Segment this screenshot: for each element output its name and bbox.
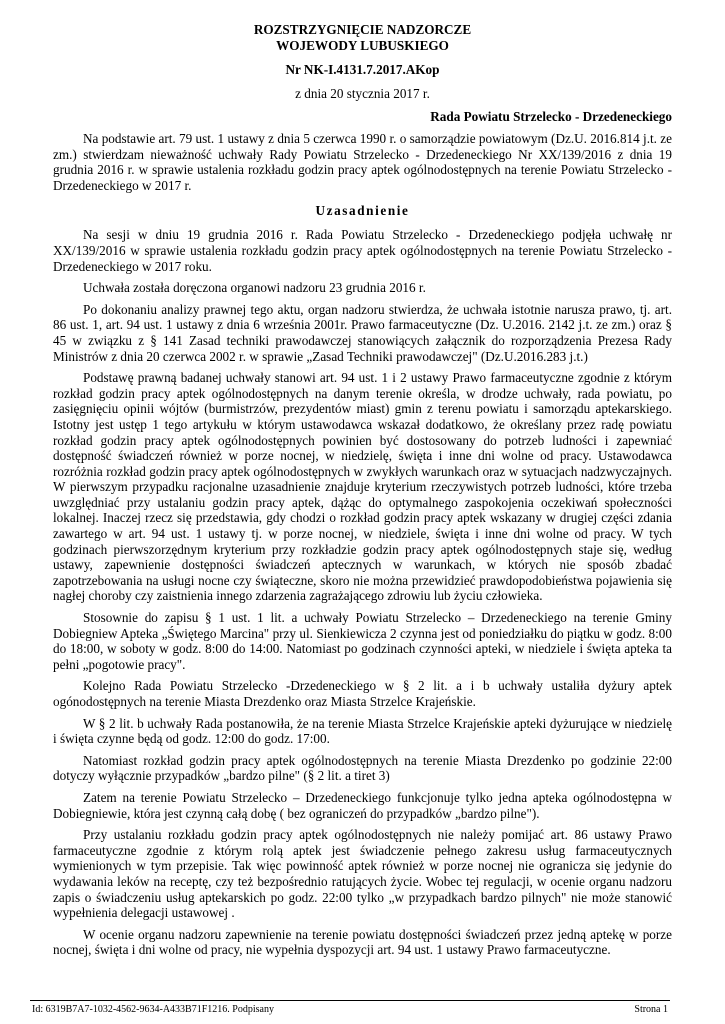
document-page <box>53 22 672 958</box>
paragraph-10: Przy ustalaniu rozkładu godzin pracy aptek ogólnodostępnych nie należy pomijać art. 86 ustawy Prawo farmaceutyczne zgodnie z którym rolą aptek jest świadczenie pełnego zakresu usług farmaceutycznych wymienionych w tym przepisie. Tak więc powinność aptek również w porze nocnej nie ogranicza się jedynie do wydawania leków na receptę, czy też bezpośrednio ratujących życie. Wobec tej regulacji, w ocenie organu nadzoru zapis o świadczeniu usług aptekarskich po godz. 22:00 tylko „w przypadkach bardzo pilnych" nie może stanowić wypełnienia delegacji ustawowej . <box>53 827 672 921</box>
paragraph-9: Zatem na terenie Powiatu Strzelecko – Drzedeneckiego funkcjonuje tylko jedna apteka ogólnodostępna w Dobiegniewie, która jest czynną całą dobę ( bez ograniczeń do przypadków „bardzo pilne"). <box>53 789 672 821</box>
page-footer <box>32 1004 668 1015</box>
document-id: Id: 6319B7A7-1032-4562-9634-A433B71F1216. Podpisany <box>32 1004 274 1015</box>
document-date: z dnia 20 stycznia 2017 r. <box>295 86 430 101</box>
paragraph-7: W § 2 lit. b uchwały Rada postanowiła, że na terenie Miasta Strzelce Krajeńskie apteki dyżurujące w niedzielę i święta czynne będą od godz. 12:00 do godz. 17:00. <box>53 715 672 747</box>
paragraph-8: Natomiast rozkład godzin pracy aptek ogólnodostępnych na terenie Miasta Drezdenko po godzinie 22:00 dotyczy wyłącznie przypadków „bardzo pilne" (§ 2 lit. a tiret 3) <box>53 752 672 784</box>
addressee: Rada Powiatu Strzelecko - Drzedeneckiego <box>430 109 672 124</box>
decision-paragraph: Na podstawie art. 79 ust. 1 ustawy z dnia 5 czerwca 1990 r. o samorządzie powiatowym (Dz.U. 2016.814 j.t. ze zm.) stwierdzam nieważność uchwały Rady Powiatu Strzelecko - Drzedeneckiego Nr XX/139/2016 z dnia 19 grudnia 2016 r. w sprawie ustalenia rozkładu godzin pracy aptek ogólnodostępnych na terenie Powiatu Strzelecko -Drzedeneckiego w 2017 r. <box>53 131 672 193</box>
paragraph-3: Po dokonaniu analizy prawnej tego aktu, organ nadzoru stwierdza, że uchwała istotnie narusza prawo, tj. art. 86 ust. 1, art. 94 ust. 1 ustawy z dnia 6 września 2001r. Prawo farmaceutyczne (Dz. U.2016. 2142 j.t. ze zm.) oraz § 45 w związku z § 141 Zasad techniki prawodawczej stanowiących załącznik do rozporządzenia Prezesa Rady Ministrów z dnia 20 czerwca 2002 r. w sprawie „Zasad Techniki prawodawczej" (Dz.U.2016.283 j.t.) <box>53 301 672 364</box>
paragraph-2: Uchwała została doręczona organowi nadzoru 23 grudnia 2016 r. <box>83 280 426 296</box>
justification-heading: Uzasadnienie <box>315 203 410 219</box>
document-number: Nr NK-I.4131.7.2017.AKop <box>285 62 440 77</box>
paragraph-1: Na sesji w dniu 19 grudnia 2016 r. Rada Powiatu Strzelecko - Drzedeneckiego podjęła uchwałę nr XX/139/2016 w sprawie ustalenia rozkładu godzin pracy aptek ogólnodostępnych na terenie Powiatu Strzelecko - Drzedeneckiego w 2017 roku. <box>53 227 672 274</box>
paragraph-5: Stosownie do zapisu § 1 ust. 1 lit. a uchwały Powiatu Strzelecko – Drzedeneckiego na terenie Gminy Dobiegniew Apteka „Świętego Marcina" przy ul. Sienkiewicza 2 czynna jest od poniedziałku do piątku w godz. 8:00 do 18:00, w soboty w godz. 8:00 do 14:00. Natomiast po godzinach czynności apteki, w niedziele i święta apteka ta pełni „pogotowie pracy". <box>53 610 672 672</box>
paragraph-11: W ocenie organu nadzoru zapewnienie na terenie powiatu dostępności świadczeń przez jedną aptekę w porze nocnej, święta i dni wolne od pracy, nie wypełnia dyspozycji art. 94 ust. 1 ustawy Prawo farmaceutyczne. <box>53 926 672 958</box>
paragraph-6: Kolejno Rada Powiatu Strzelecko -Drzedeneckiego w § 2 lit. a i b uchwały ustaliła dyżury aptek ogónodostępnych na terenie Miasta Drezdenko oraz Miasta Strzelce Krajeńskie. <box>53 678 672 709</box>
footer-divider <box>30 1000 670 1001</box>
paragraph-4: Podstawę prawną badanej uchwały stanowi art. 94 ust. 1 i 2 ustawy Prawo farmaceutyczne zgodnie z którym rozkład godzin pracy aptek ogólnodostępnych na danym terenie określa, w drodze uchwały, rada powiatu, po zasięgnięciu opinii wójtów (burmistrzów, prezydentów miast) gmin z terenu powiatu i samorządu aptekarskiego. Istotny jest ustęp 1 tego artykułu w którym ustawodawca wskazał dodatkowo, że określany przez radę powiatu rozkład godzin pracy aptek ogólnodostępnych powinien być dostosowany do potrzeb ludności i zapewniać dostępność świadczeń również w porze nocnej, w niedzielę, święta i inne dni wolne od pracy. Ustawodawca rozróżnia rozkład godzin pracy aptek ogólnodostępnych w zwykłych warunkach oraz w sytuacjach nadzwyczajnych. W pierwszym przypadku racjonalne uzasadnienie znajduje kryterium rzeczywistych potrzeb ludności, które trzeba uwzględniać przy ustalaniu godzin pracy aptek, dążąc do optymalnego zaspokojenia oczekiwań społeczności lokalnej. Inaczej rzecz się przedstawia, gdy chodzi o rozkład godzin pracy aptek wskazany w drugiej części zdania zawartego w art. 94 ust. 1 ustawy tj. w porze nocnej, w niedziele, święta i inne dni wolne od pracy. W tych godzinach pierwszorzędnym kryterium przy rozkładzie godzin pracy aptek ogólnodostępnych staje się, według ustawy, zapewnienie dostępności świadczeń aptecznych w warunkach, w których nie sposób zbadać zapotrzebowania na usługi nocne czy świąteczne, skoro nie można przewidzieć prawdopodobieństwa pojawienia się nagłej choroby czy zaistnienia innego zdarzenia zagrażającego zdrowiu lub życiu człowieka. <box>53 370 672 604</box>
page-number: Strona 1 <box>634 1004 668 1015</box>
title-line-1: ROZSTRZYGNIĘCIE NADZORCZE <box>253 22 472 37</box>
title-line-2: WOJEWODY LUBUSKIEGO <box>276 37 449 53</box>
